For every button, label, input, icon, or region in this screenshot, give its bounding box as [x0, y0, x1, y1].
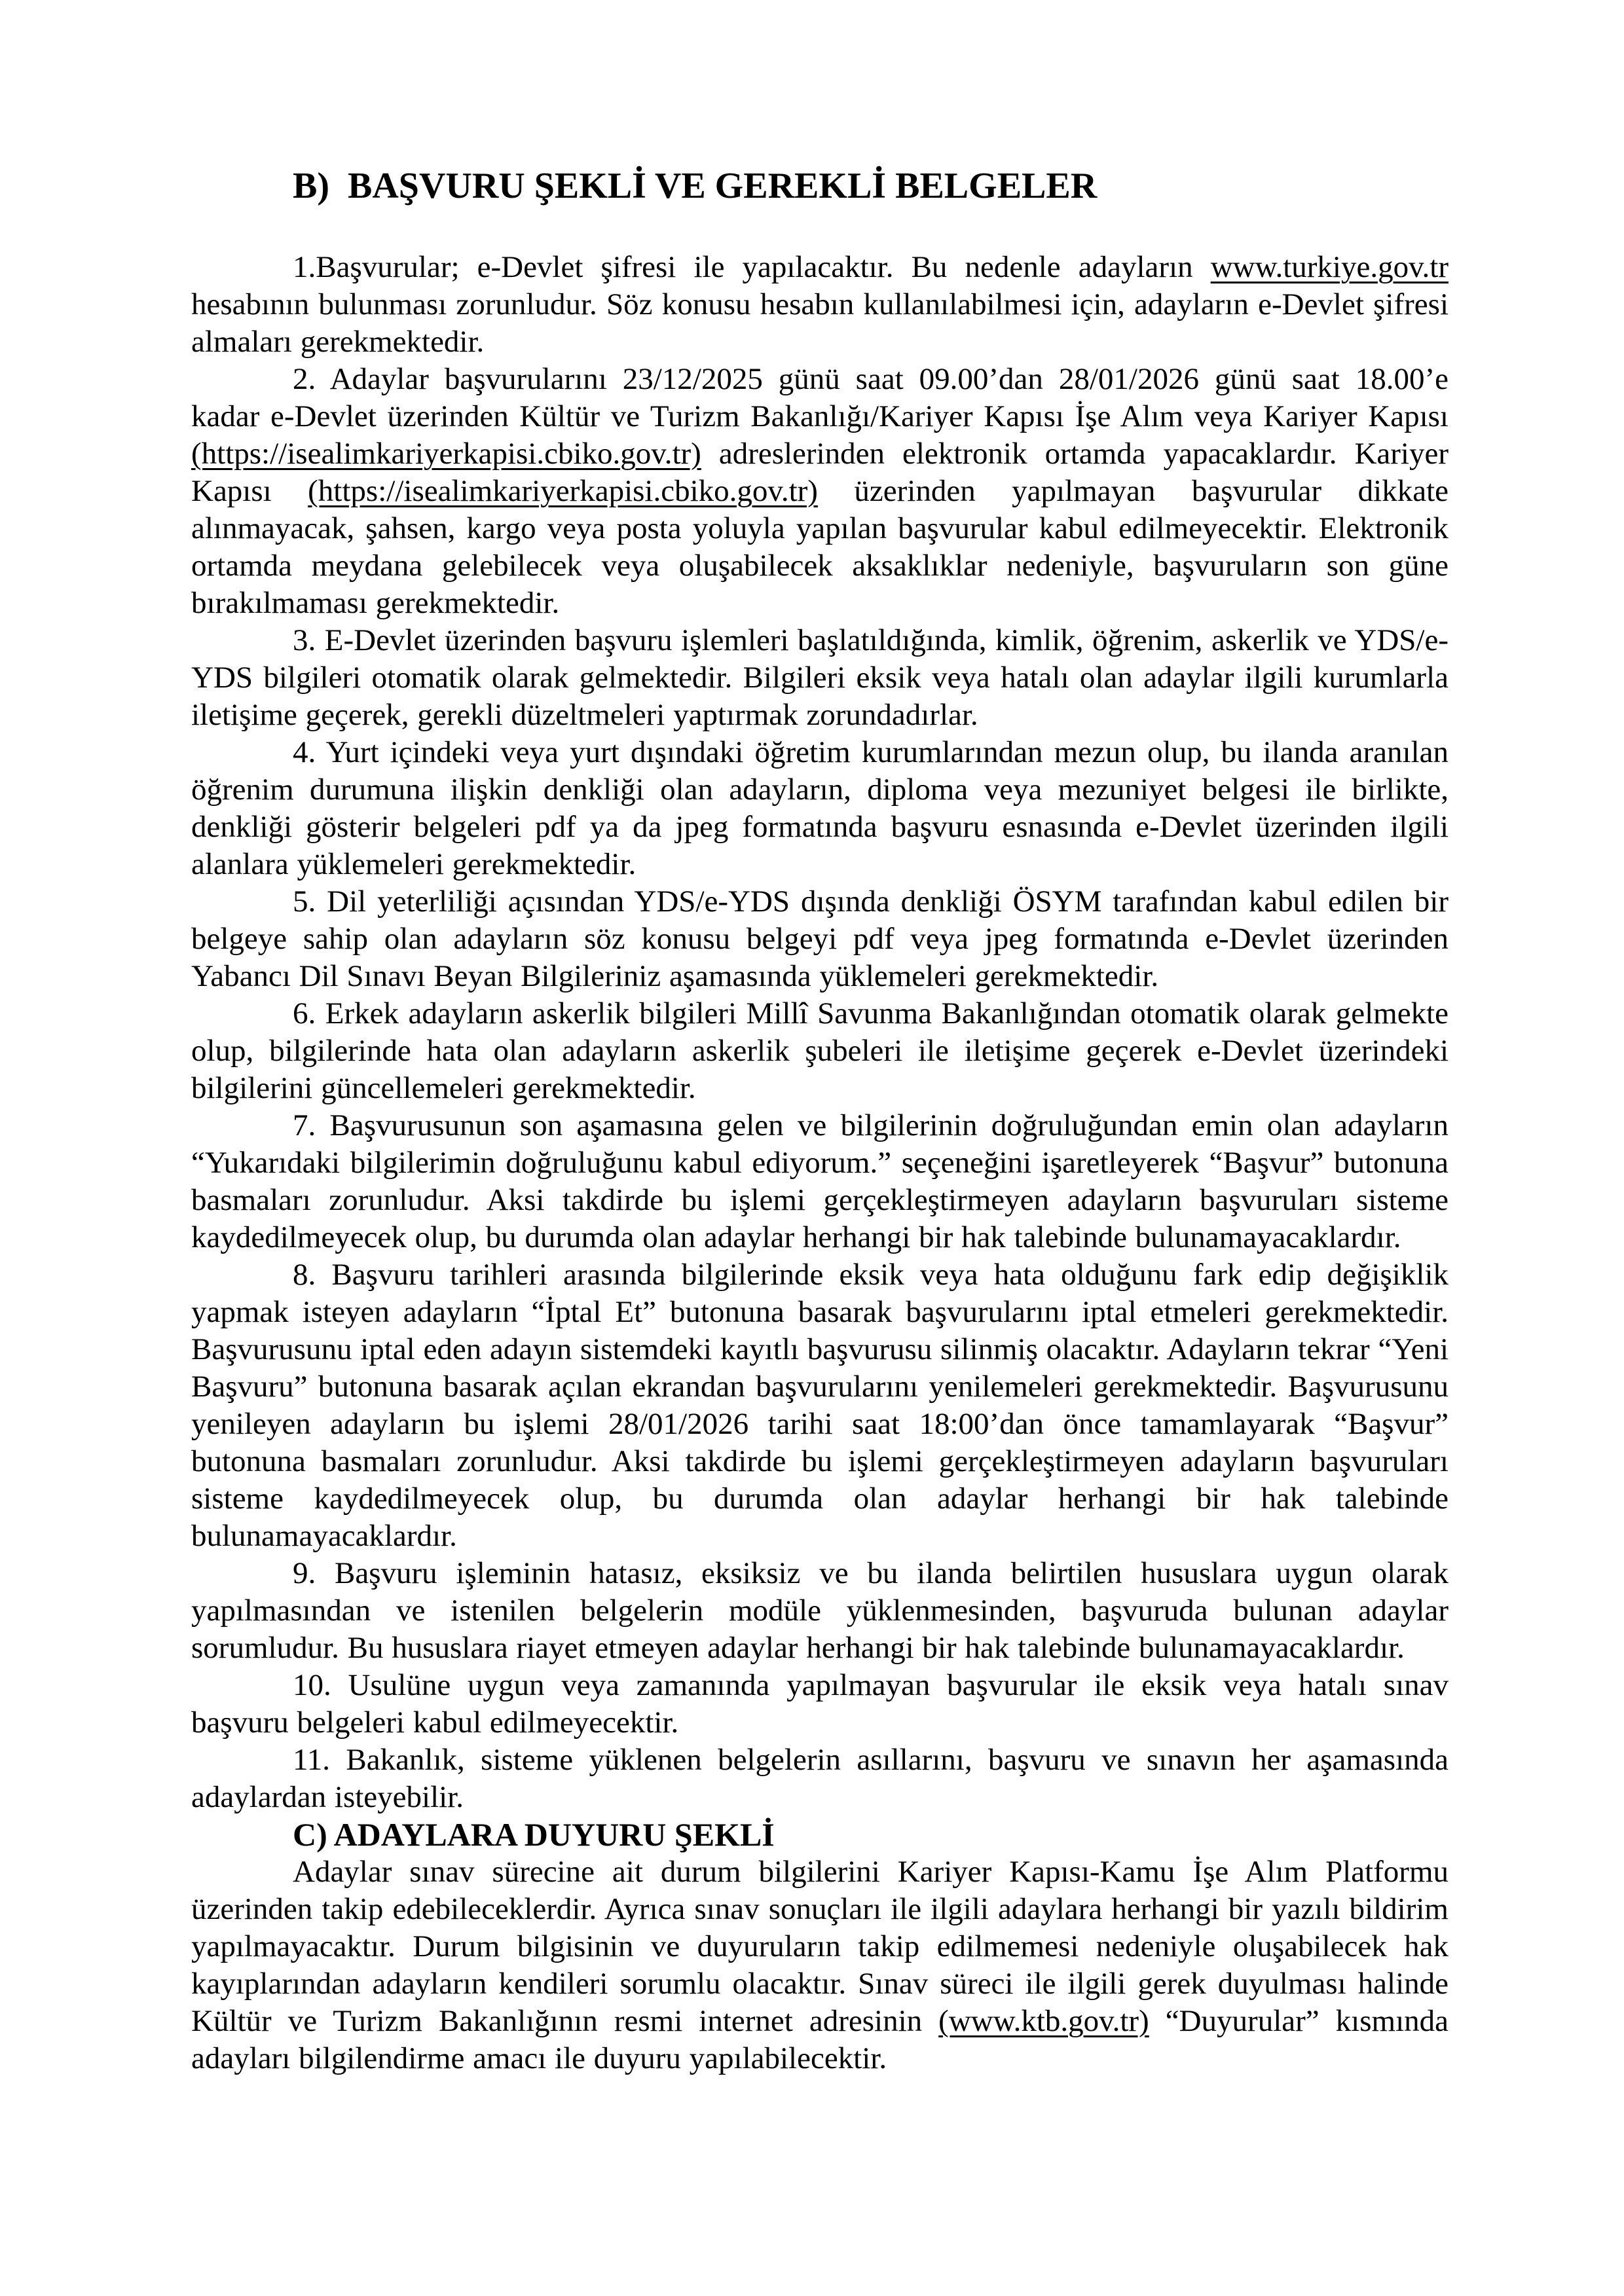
section-c-heading: C) ADAYLARA DUYURU ŞEKLİ [293, 1816, 775, 1853]
text-run: üzerinden yapılmayan başvurular dikkate alınmayacak, şahsen, kargo veya posta yoluyla yapılan başvurular kabul edilmeyecektir. Elektronik ortamda meydana gelebilecek veya oluşabilecek aksaklıklar nedeniyle, başvuruların son güne bırakılmaması gerekmektedir. [191, 474, 1449, 620]
paragraph [191, 622, 1449, 734]
paragraph [191, 883, 1449, 995]
paragraph [191, 361, 1449, 622]
text-run: hesabının bulunması zorunludur. Söz konusu hesabın kullanılabilmesi için, adayların e-Devlet şifresi almaları gerekmektedir. [191, 287, 1449, 359]
paragraph [191, 1853, 1449, 2077]
paragraph [191, 1555, 1449, 1667]
text-run: 1.Başvurular; e-Devlet şifresi ile yapılacaktır. Bu nedenle adayların [293, 250, 1211, 284]
section-adaylara-duyuru-sekli [191, 1816, 1449, 2077]
link-url[interactable]: www.turkiye.gov.tr [1210, 250, 1449, 284]
paragraph [191, 995, 1449, 1107]
text-run: 8. Başvuru tarihleri arasında bilgilerinde eksik veya hata olduğunu fark edip değişiklik yapmak isteyen adayların “İptal Et” butonuna basarak başvurularını iptal etmeleri gerekmektedir. Başvurusunu iptal eden adayın sistemdeki kayıtlı başvurusu silinmiş olacaktır. Adayların tekrar “Yeni Başvuru” butonuna basarak açılan ekrandan başvurularını yenilemeleri gerekmektedir. Başvurusunu yenileyen adayların bu işlemi 28/01/2026 tarihi saat 18:00’dan önce tamamlayarak “Başvur” butonuna basmaları zorunludur. Aksi takdirde bu işlemi gerçekleştirmeyen adayların başvuruları sisteme kaydedilmeyecek olup, bu durumda olan adaylar herhangi bir hak talebinde bulunamayacaklardır. [191, 1258, 1449, 1553]
text-run: 3. E-Devlet üzerinden başvuru işlemleri başlatıldığında, kimlik, öğrenim, askerlik ve YDS/e-YDS bilgileri otomatik olarak gelmektedir. Bilgileri eksik veya hatalı olan adaylar ilgili kurumlarla iletişime geçerek, gerekli düzeltmeleri yaptırmak zorundadırlar. [191, 623, 1449, 732]
section-b-paragraphs [191, 249, 1449, 1816]
paragraph [191, 1741, 1449, 1816]
link-url[interactable]: (https://isealimkariyerkapisi.cbiko.gov.tr) [308, 474, 818, 508]
link-url[interactable]: (www.ktb.gov.tr) [938, 2004, 1149, 2038]
paragraph [191, 1107, 1449, 1256]
text-run: 10. Usulüne uygun veya zamanında yapılmayan başvurular ile eksik veya hatalı sınav başvuru belgeleri kabul edilmeyecektir. [191, 1668, 1449, 1740]
text-run: 6. Erkek adayların askerlik bilgileri Millî Savunma Bakanlığından otomatik olarak gelmekte olup, bilgilerinde hata olan adayların askerlik şubeleri ile iletişime geçerek e-Devlet üzerindeki bilgilerini güncellemeleri gerekmektedir. [191, 996, 1449, 1105]
text-run: 2. Adaylar başvurularını 23/12/2025 günü saat 09.00’dan 28/01/2026 günü saat 18.00’e kadar e-Devlet üzerinden Kültür ve Turizm Bakanlığı/Kariyer Kapısı İşe Alım veya Kariyer Kapısı [191, 362, 1449, 433]
paragraph [191, 249, 1449, 361]
paragraph [191, 1667, 1449, 1741]
section-basvuru-sekli-ve-gerekli-belgeler [191, 165, 1449, 1816]
text-run: adreslerinden elektronik ortamda yapacaklardır. Kariyer Kapısı [191, 437, 1449, 508]
text-run: 7. Başvurusunun son aşamasına gelen ve bilgilerinin doğruluğundan emin olan adayların “Yukarıdaki bilgilerimin doğruluğunu kabul ediyorum.” seçeneğini işaretleyerek “Başvur” butonuna basmaları zorunludur. Aksi takdirde bu işlemi gerçekleştirmeyen adayların başvuruları sisteme kaydedilmeyecek olup, bu durumda olan adaylar herhangi bir hak talebinde bulunamayacaklardır. [191, 1108, 1449, 1254]
section-b-heading: B) BAŞVURU ŞEKLİ VE GEREKLİ BELGELER [293, 166, 1098, 206]
text-run: Adaylar sınav sürecine ait durum bilgilerini Kariyer Kapısı-Kamu İşe Alım Platformu üzerinden takip edebileceklerdir. Ayrıca sınav sonuçları ile ilgili adaylara herhangi bir yazılı bildirim yapılmayacaktır. Durum bilgisinin ve duyuruların takip edilmemesi nedeniyle oluşabilecek hak kayıplarından adayların kendileri sorumlu olacaktır. Sınav süreci ile ilgili gerek duyulması halinde Kültür ve Turizm Bakanlığının resmi internet adresinin [191, 1855, 1449, 2038]
text-run: 4. Yurt içindeki veya yurt dışındaki öğretim kurumlarından mezun olup, bu ilanda aranılan öğrenim durumuna ilişkin denkliği olan adayların, diploma veya mezuniyet belgesi ile birlikte, denkliği gösterir belgeleri pdf ya da jpeg formatında başvuru esnasında e-Devlet üzerinden ilgili alanlara yüklemeleri gerekmektedir. [191, 735, 1449, 881]
text-run: “Duyurular” kısmında adayları bilgilendirme amacı ile duyuru yapılabilecektir. [191, 2004, 1449, 2075]
link-url[interactable]: (https://isealimkariyerkapisi.cbiko.gov.tr) [191, 437, 701, 471]
section-c-paragraphs [191, 1853, 1449, 2077]
text-run: 5. Dil yeterliliği açısından YDS/e-YDS dışında denkliği ÖSYM tarafından kabul edilen bir belgeye sahip olan adayların söz konusu belgeyi pdf veya jpeg formatında e-Devlet üzerinden Yabancı Dil Sınavı Beyan Bilgileriniz aşamasında yüklemeleri gerekmektedir. [191, 884, 1449, 993]
paragraph [191, 1256, 1449, 1555]
text-run: 9. Başvuru işleminin hatasız, eksiksiz ve bu ilanda belirtilen hususlara uygun olarak yapılmasından ve istenilen belgelerin modüle yüklenmesinden, başvuruda bulunan adaylar sorumludur. Bu hususlara riayet etmeyen adaylar herhangi bir hak talebinde bulunamayacaklardır. [191, 1556, 1449, 1665]
text-run: 11. Bakanlık, sisteme yüklenen belgelerin asıllarını, başvuru ve sınavın her aşamasında adaylardan isteyebilir. [191, 1743, 1449, 1814]
paragraph [191, 734, 1449, 883]
